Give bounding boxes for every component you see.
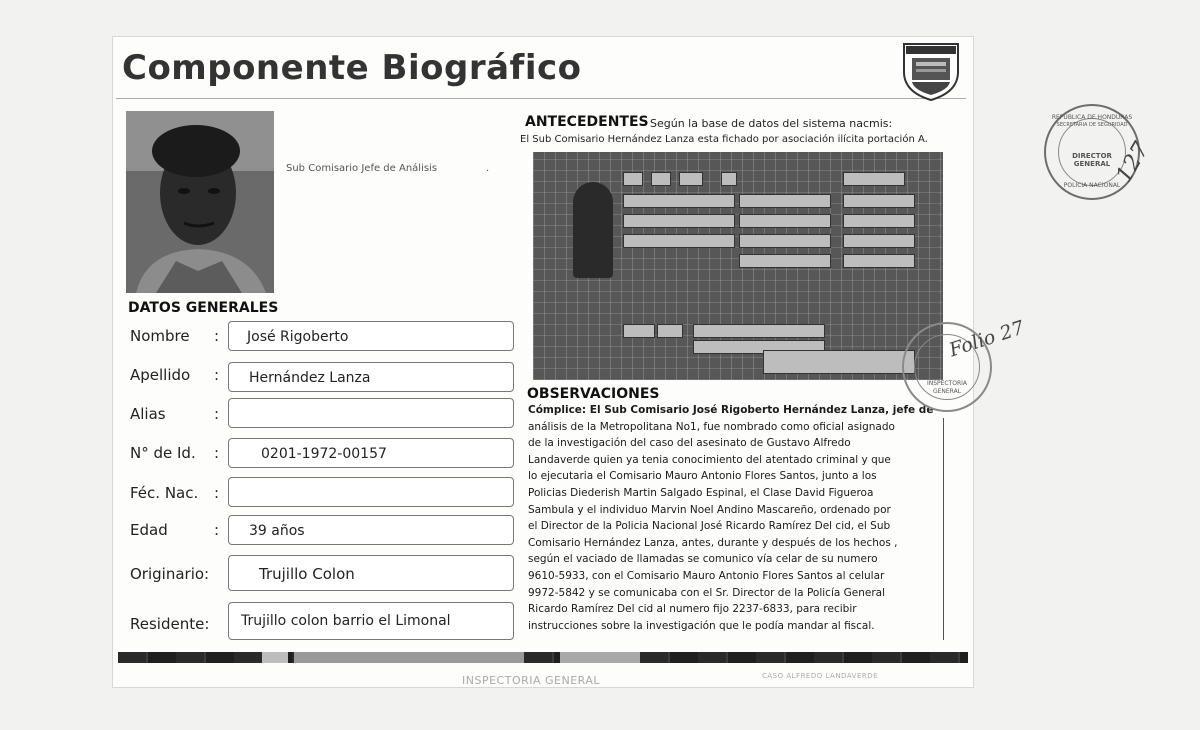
obs-line: instrucciones sobre la investigación que le podía mandar al fiscal. bbox=[528, 619, 875, 632]
antecedentes-heading: ANTECEDENTES bbox=[525, 114, 649, 130]
obs-line: Comisario Hernández Lanza, antes, durante y después de los hechos , bbox=[528, 536, 898, 549]
observaciones-body bbox=[528, 402, 944, 634]
colon: : bbox=[214, 521, 220, 539]
observaciones-border bbox=[943, 418, 944, 640]
seal-text: INSPECTORIA bbox=[926, 380, 968, 387]
footer-right: CASO ALFREDO LANDAVERDE bbox=[762, 672, 879, 680]
page-title: Componente Biográfico bbox=[122, 48, 582, 88]
field-label-originario: Originario: bbox=[130, 565, 210, 583]
colon: : bbox=[214, 484, 220, 502]
footer-bar bbox=[118, 652, 968, 663]
field-label-nombre: Nombre bbox=[130, 327, 190, 345]
field-label-edad: Edad bbox=[130, 521, 168, 539]
obs-line: Cómplice: El Sub Comisario José Rigoberto Hernández Lanza, jefe de bbox=[528, 404, 934, 416]
obs-line: Sambula y el individuo Marvin Noel Andino Mascareño, ordenado por bbox=[528, 503, 891, 516]
obs-line: Ricardo Ramírez Del cid al numero fijo 2237-6833, para recibir bbox=[528, 603, 857, 616]
seal-text: POLICIA NACIONAL bbox=[1063, 182, 1121, 189]
footer-bar-segment bbox=[262, 652, 288, 663]
origin-field[interactable]: Trujillo Colon bbox=[228, 555, 514, 591]
colon: : bbox=[214, 366, 220, 384]
antecedentes-line: El Sub Comisario Hernández Lanza esta fichado por asociación ilícita portación A. bbox=[520, 134, 928, 145]
rank-dot: · bbox=[486, 166, 490, 177]
birthdate-field[interactable] bbox=[228, 477, 514, 507]
police-shield-icon bbox=[898, 38, 964, 102]
footer-left: INSPECTORIA GENERAL bbox=[462, 674, 601, 687]
seal-text: REPUBLICA DE HONDURAS bbox=[1051, 114, 1133, 121]
colon: : bbox=[214, 327, 220, 345]
field-label-residente: Residente: bbox=[130, 615, 210, 633]
field-label-id: N° de Id. bbox=[130, 444, 196, 462]
alias-field[interactable] bbox=[228, 398, 514, 428]
field-label-alias: Alias bbox=[130, 405, 166, 423]
obs-line: lo ejecutaria el Comisario Mauro Antonio Flores Santos, junto a los bbox=[528, 470, 877, 483]
obs-line: el Director de la Policia Nacional José Ricardo Ramírez Del cid, el Sub bbox=[528, 520, 891, 533]
handwritten-folio: Folio 27 bbox=[946, 316, 1027, 362]
seal-text: SECRETARIA DE SEGURIDAD bbox=[1056, 122, 1128, 128]
obs-line: Landaverde quien ya tenia conocimiento del atentado criminal y que bbox=[528, 453, 891, 466]
obs-line: 9972-5842 y se comunicaba con el Sr. Director de la Policía General bbox=[528, 586, 886, 599]
observaciones-heading: OBSERVACIONES bbox=[527, 386, 660, 402]
colon: : bbox=[214, 444, 220, 462]
colon: : bbox=[214, 405, 220, 423]
seal-text: GENERAL bbox=[932, 388, 962, 395]
id-number-field[interactable]: 0201-1972-00157 bbox=[228, 438, 514, 468]
obs-line: 9610-5933, con el Comisario Mauro Antonio Flores Santos al celular bbox=[528, 569, 885, 582]
field-label-apellido: Apellido bbox=[130, 366, 191, 384]
footer-bar-segment bbox=[294, 652, 524, 663]
title-divider bbox=[116, 98, 966, 99]
nacmis-record-screenshot bbox=[533, 152, 943, 380]
obs-line: Policias Diederish Martin Salgado Espinal, el Clase David Figueroa bbox=[528, 486, 874, 499]
obs-line: de la investigación del caso del asesinato de Gustavo Alfredo bbox=[528, 437, 851, 450]
obs-line: análisis de la Metropolitana No1, fue nombrado como oficial asignado bbox=[528, 420, 895, 433]
portrait-photo bbox=[126, 111, 274, 293]
obs-line: según el vaciado de llamadas se comunico vía celar de su numero bbox=[528, 553, 878, 566]
apellido-field[interactable]: Hernández Lanza bbox=[228, 362, 514, 392]
footer-bar-segment bbox=[560, 652, 640, 663]
nombre-field[interactable]: José Rigoberto bbox=[228, 321, 514, 351]
datos-generales-heading: DATOS GENERALES bbox=[128, 300, 279, 316]
antecedentes-subtitle: Según la base de datos del sistema nacmis: bbox=[650, 117, 893, 130]
rank-label: Sub Comisario Jefe de Análisis bbox=[286, 163, 438, 174]
field-label-fecha: Féc. Nac. bbox=[130, 484, 199, 502]
seal-text: DIRECTOR GENERAL bbox=[1072, 152, 1112, 168]
residence-field[interactable]: Trujillo colon barrio el Limonal bbox=[228, 602, 514, 640]
age-field[interactable]: 39 años bbox=[228, 515, 514, 545]
handwritten-number: 127 bbox=[1111, 138, 1155, 187]
